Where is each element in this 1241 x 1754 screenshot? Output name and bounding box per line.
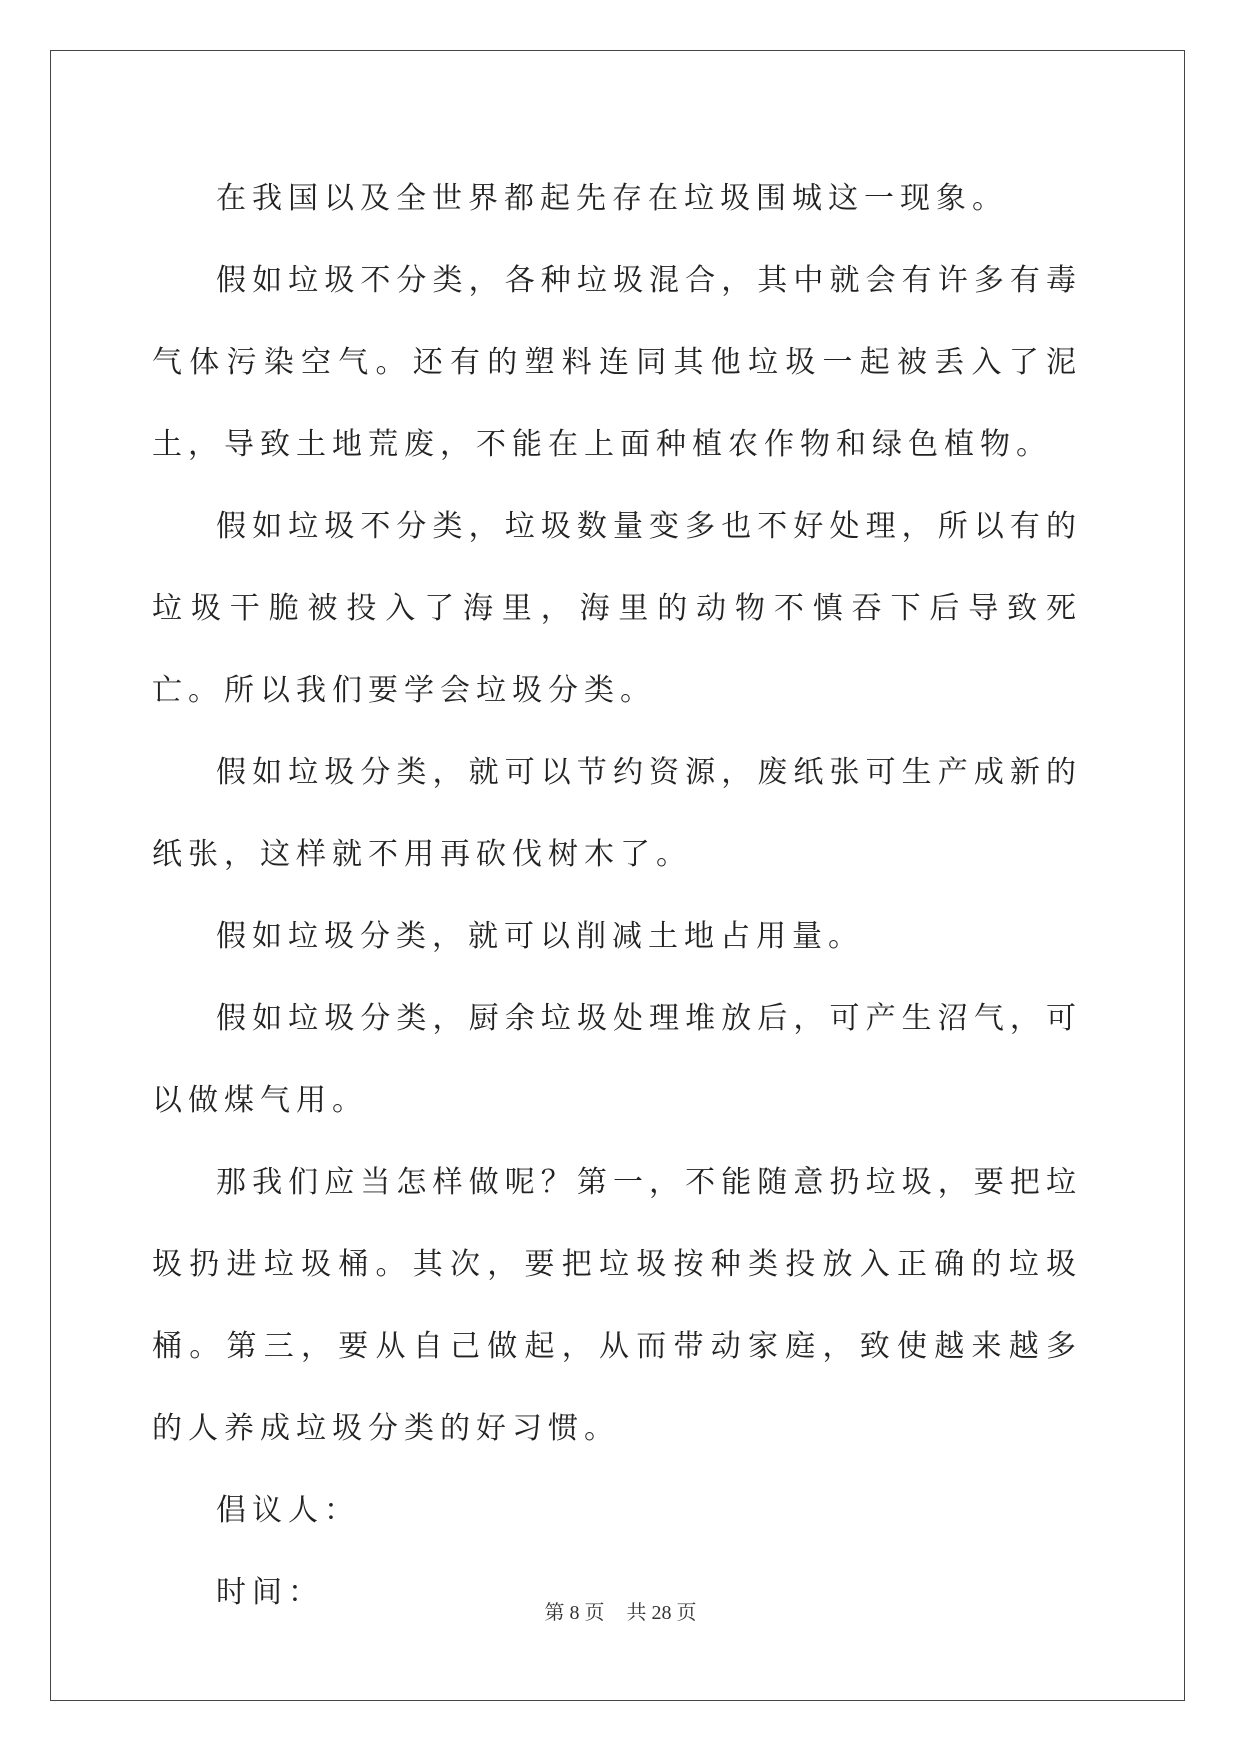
total-page-count: 共 28 页 [626,1602,697,1624]
initiator-label: 倡议人： [216,1493,360,1528]
paragraph-sorting-biogas: 假如垃圾分类，厨余垃圾处理堆放后，可产生沼气，可以做煤气用。 [152,1001,1082,1118]
paragraph-sorting-save-resources: 假如垃圾分类，就可以节约资源，废纸张可生产成新的纸张，这样就不用再砍伐树木了。 [152,755,1082,872]
date-label: 时间： [216,1575,324,1610]
paragraph-no-sorting-ocean: 假如垃圾不分类，垃圾数量变多也不好处理，所以有的垃圾干脆被投入了海里，海里的动物不慎吞下后导致死亡。所以我们要学会垃圾分类。 [152,509,1082,708]
page-footer [0,1596,1241,1625]
current-page-number: 第 8 页 [544,1602,605,1624]
paragraph-sorting-reduce-land: 假如垃圾分类，就可以削减土地占用量。 [216,919,864,954]
paragraph-what-to-do: 那我们应当怎样做呢？第一，不能随意扔垃圾，要把垃圾扔进垃圾桶。其次，要把垃圾按种类投放入正确的垃圾桶。第三，要从自己做起，从而带动家庭，致使越来越多的人养成垃圾分类的好习惯。 [152,1165,1082,1446]
paragraph-no-sorting-pollution: 假如垃圾不分类，各种垃圾混合，其中就会有许多有毒气体污染空气。还有的塑料连同其他垃圾一起被丢入了泥土，导致土地荒废，不能在上面种植农作物和绿色植物。 [152,263,1082,462]
document-body [152,158,1082,1634]
paragraph-intro: 在我国以及全世界都起先存在垃圾围城这一现象。 [216,181,1008,216]
